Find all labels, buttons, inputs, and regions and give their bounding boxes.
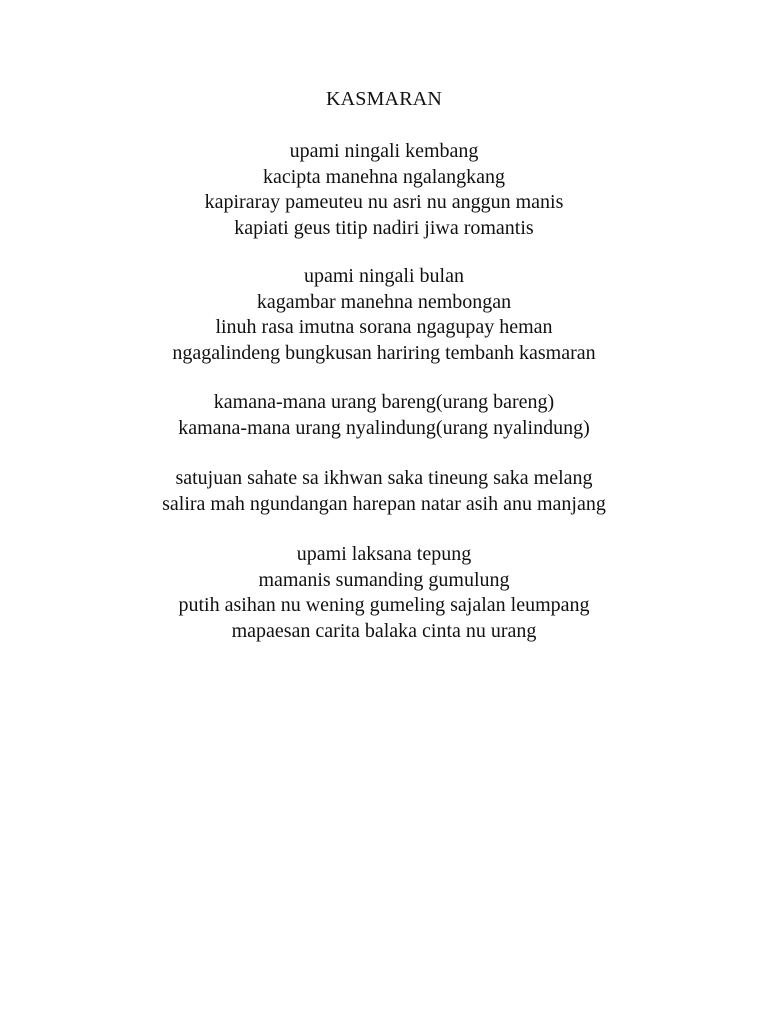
poem-line: kapiati geus titip nadiri jiwa romantis [234,216,534,239]
stanza [0,542,768,644]
stanza [0,139,768,241]
poem-line: satujuan sahate sa ikhwan saka tineung saka melang [175,467,593,489]
poem-line: putih asihan nu wening gumeling sajalan leumpang [178,594,590,616]
poem-line: linuh rasa imutna sorana ngagupay heman [215,316,553,338]
stanza [0,390,768,441]
poem-title: KASMARAN [325,88,443,110]
poem-line: ngagalindeng bungkusan hariring tembanh kasmaran [172,341,596,364]
poem-line: upami ningali bulan [304,265,464,287]
poem-line: mapaesan carita balaka cinta nu urang [231,619,537,642]
poem-line: salira mah ngundangan harepan natar asih anu manjang [162,492,606,515]
poem-line: kapiraray pameuteu nu asri nu anggun manis [204,191,564,213]
poem-line: upami ningali kembang [289,140,479,162]
poem-line: kagambar manehna nembongan [256,290,512,313]
poem-line: upami laksana tepung [296,543,472,565]
poem-line: kacipta manehna ngalangkang [262,165,506,188]
poem-line: kamana-mana urang nyalindung(urang nyalindung) [178,416,590,439]
poem-line: kamana-mana urang bareng(urang bareng) [213,391,555,413]
stanza [0,466,768,517]
stanza [0,264,768,366]
poem-line: mamanis sumanding gumulung [258,568,510,591]
